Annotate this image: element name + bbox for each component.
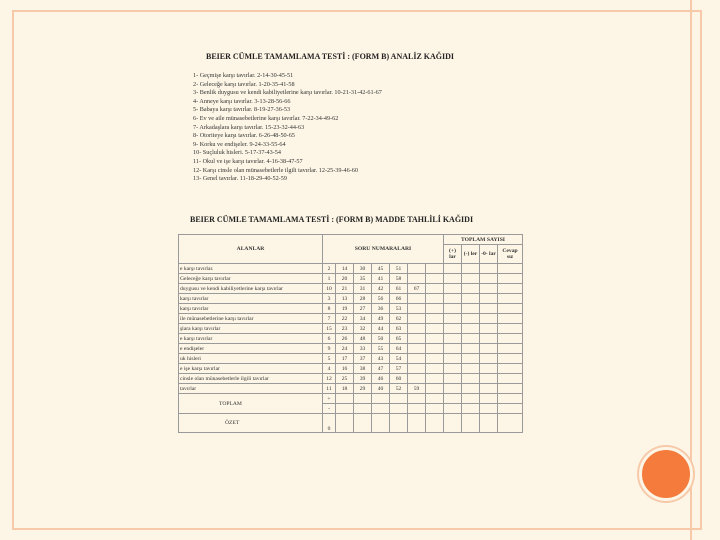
- empty-cell: [444, 354, 462, 364]
- empty-cell: [462, 364, 480, 374]
- empty-cell: [498, 384, 523, 394]
- empty-cell: [480, 304, 498, 314]
- table-row: [179, 354, 523, 364]
- minus-header: (-) ler: [462, 245, 480, 264]
- empty-cell: [498, 354, 523, 364]
- table-row: [179, 314, 523, 324]
- item-number-cell: 40: [372, 384, 390, 394]
- item-number-cell: [408, 354, 426, 364]
- empty-cell: [498, 274, 523, 284]
- empty-cell: [462, 304, 480, 314]
- area-cell: uk hisleri: [179, 354, 323, 364]
- total-label: TOPLAM: [179, 394, 323, 414]
- empty-cell: [426, 284, 444, 294]
- table-row: [179, 364, 523, 374]
- empty-cell: [426, 314, 444, 324]
- decorative-orange-dot: [639, 447, 693, 501]
- item-number-cell: 65: [390, 334, 408, 344]
- empty-cell: [480, 324, 498, 334]
- empty-cell: [498, 324, 523, 334]
- item-number-cell: 49: [372, 314, 390, 324]
- summary-label: ÖZET: [179, 414, 323, 433]
- empty-cell: [444, 264, 462, 274]
- item-number-cell: 23: [336, 324, 354, 334]
- area-cell: cinsle olan münasebetlerle ilgili tavırlar: [179, 374, 323, 384]
- total-row: [179, 394, 523, 404]
- list-item: 5- Babaya karşı tavırlar. 8-19-27-36-53: [193, 106, 291, 114]
- empty-cell: [462, 384, 480, 394]
- table-row: [179, 384, 523, 394]
- empty-cell: [462, 374, 480, 384]
- item-number-cell: 53: [390, 304, 408, 314]
- item-number-cell: 13: [336, 294, 354, 304]
- item-number-cell: 67: [408, 284, 426, 294]
- item-number-cell: 29: [354, 384, 372, 394]
- item-number-cell: 36: [372, 304, 390, 314]
- empty-cell: [498, 334, 523, 344]
- empty-cell: [480, 264, 498, 274]
- table-row: [179, 324, 523, 334]
- item-number-cell: 47: [372, 364, 390, 374]
- item-number-cell: 14: [336, 264, 354, 274]
- item-number-cell: 52: [390, 384, 408, 394]
- empty-cell: [444, 334, 462, 344]
- empty-cell: [498, 314, 523, 324]
- list-item: 12- Karşı cinsle olan münasebetlerle ilgili tavırlar. 12-25-39-46-60: [193, 166, 358, 174]
- area-cell: e işe karşı tavırlar: [179, 364, 323, 374]
- item-number-cell: 35: [354, 274, 372, 284]
- empty-cell: [462, 284, 480, 294]
- empty-cell: [480, 274, 498, 284]
- areas-header: ALANLAR: [179, 235, 323, 264]
- empty-cell: [480, 374, 498, 384]
- item-number-cell: 18: [336, 384, 354, 394]
- list-item: 2- Geleceğe karşı tavırlar. 1-20-35-41-58: [193, 80, 295, 88]
- item-number-cell: [408, 264, 426, 274]
- empty-cell: [498, 364, 523, 374]
- empty-cell: [444, 364, 462, 374]
- zero-header: -0- lar: [480, 245, 498, 264]
- item-number-cell: 9: [323, 344, 336, 354]
- empty-cell: [480, 334, 498, 344]
- item-number-cell: 5: [323, 354, 336, 364]
- list-item: 4- Anneye karşı tavırlar. 3-13-28-56-66: [193, 97, 291, 105]
- area-cell: e karşı tavırlar: [179, 334, 323, 344]
- empty-cell: [426, 324, 444, 334]
- item-number-cell: 63: [390, 324, 408, 334]
- list-item: 13- Genel tavırlar. 11-18-29-40-52-59: [193, 175, 287, 183]
- empty-cell: [426, 384, 444, 394]
- item-number-cell: 15: [323, 324, 336, 334]
- analysis-list: [193, 72, 382, 184]
- item-number-cell: [408, 314, 426, 324]
- empty-cell: [462, 294, 480, 304]
- item-number-cell: 58: [390, 274, 408, 284]
- list-item: 1- Geçmişe karşı tavırlar. 2-14-30-45-51: [193, 72, 294, 79]
- empty-cell: [480, 354, 498, 364]
- empty-cell: [462, 354, 480, 364]
- item-number-cell: 41: [372, 274, 390, 284]
- empty-cell: [426, 364, 444, 374]
- item-number-cell: 31: [354, 284, 372, 294]
- item-number-cell: 59: [408, 384, 426, 394]
- empty-cell: [480, 314, 498, 324]
- item-number-cell: 2: [323, 264, 336, 274]
- empty-cell: [480, 344, 498, 354]
- item-number-cell: 17: [336, 354, 354, 364]
- item-number-cell: 6: [323, 334, 336, 344]
- empty-cell: [462, 264, 480, 274]
- empty-cell: [462, 334, 480, 344]
- analysis-title: BEIER CÜMLE TAMAMLAMA TESTİ : (FORM B) ANALİZ KAĞIDI: [206, 52, 455, 61]
- empty-cell: [426, 304, 444, 314]
- list-item: 9- Korku ve endişeler. 9-24-33-55-64: [193, 140, 286, 148]
- total-plus-mark: +: [323, 394, 336, 404]
- item-number-cell: 57: [390, 364, 408, 374]
- item-number-cell: [408, 344, 426, 354]
- item-number-cell: 30: [354, 264, 372, 274]
- area-cell: şlara karşı tavırlar: [179, 324, 323, 334]
- empty-cell: [480, 284, 498, 294]
- empty-cell: [426, 334, 444, 344]
- item-number-cell: 28: [354, 294, 372, 304]
- item-analysis-table: [178, 234, 523, 433]
- empty-cell: [444, 294, 462, 304]
- item-number-cell: 62: [390, 314, 408, 324]
- item-number-cell: 55: [372, 344, 390, 354]
- item-number-cell: 66: [390, 294, 408, 304]
- empty-cell: [498, 284, 523, 294]
- area-cell: Geleceğe karşı tavırlar: [179, 274, 323, 284]
- item-number-cell: 56: [372, 294, 390, 304]
- table-row: [179, 264, 523, 274]
- item-number-cell: 42: [372, 284, 390, 294]
- item-number-cell: 4: [323, 364, 336, 374]
- empty-cell: [498, 344, 523, 354]
- item-number-cell: [408, 364, 426, 374]
- item-number-cell: 43: [372, 354, 390, 364]
- area-cell: ile münasebetlerine karşı tavırlar: [179, 314, 323, 324]
- table-row: [179, 294, 523, 304]
- item-number-cell: 54: [390, 354, 408, 364]
- item-number-cell: 37: [354, 354, 372, 364]
- area-cell: duygusu ve kendi kabiliyetlerine karşı tavırlar: [179, 284, 323, 294]
- list-item: 11- Okul ve işe karşı tavırlar. 4-16-38-47-57: [193, 157, 303, 165]
- item-number-cell: 20: [336, 274, 354, 284]
- area-cell: e karşı tavırlar.: [179, 264, 323, 274]
- item-number-cell: 7: [323, 314, 336, 324]
- empty-cell: [498, 264, 523, 274]
- area-cell: karşı tavırlar: [179, 304, 323, 314]
- empty-cell: [426, 264, 444, 274]
- list-item: 10- Suçluluk hisleri. 5-17-37-43-54: [193, 149, 281, 157]
- item-number-cell: 10: [323, 284, 336, 294]
- empty-cell: [426, 354, 444, 364]
- item-number-cell: 24: [336, 344, 354, 354]
- item-number-cell: 12: [323, 374, 336, 384]
- empty-cell: [426, 294, 444, 304]
- empty-cell: [498, 374, 523, 384]
- empty-cell: [444, 374, 462, 384]
- table-row: [179, 274, 523, 284]
- empty-cell: [462, 324, 480, 334]
- summary-mark: 0: [323, 414, 336, 433]
- item-number-cell: 34: [354, 314, 372, 324]
- plus-header: (+) lar: [444, 245, 462, 264]
- empty-cell: [444, 344, 462, 354]
- item-number-cell: 45: [372, 264, 390, 274]
- empty-cell: [444, 274, 462, 284]
- item-number-cell: [408, 274, 426, 284]
- area-cell: e endişeler: [179, 344, 323, 354]
- empty-cell: [444, 314, 462, 324]
- table-row: [179, 334, 523, 344]
- empty-cell: [426, 374, 444, 384]
- item-number-cell: [408, 374, 426, 384]
- item-number-cell: 19: [336, 304, 354, 314]
- list-item: 6- Ev ve aile münasebetlerine karşı tavırlar. 7-22-34-49-62: [193, 114, 339, 122]
- empty-cell: [444, 284, 462, 294]
- total-header: TOPLAM SAYISI: [444, 235, 523, 245]
- item-number-cell: 11: [323, 384, 336, 394]
- item-number-cell: [408, 304, 426, 314]
- area-cell: karşı tavırlar: [179, 294, 323, 304]
- empty-cell: [498, 294, 523, 304]
- list-item: 7- Arkadaşlara karşı tavırlar. 15-23-32-44-63: [193, 123, 305, 131]
- list-item: 8- Otoriteye karşı tavırlar. 6-26-48-50-65: [193, 132, 295, 140]
- item-number-cell: 48: [354, 334, 372, 344]
- item-numbers-header: SORU NUMARALARI: [323, 235, 444, 264]
- table-header-row: [179, 235, 523, 245]
- item-number-cell: 16: [336, 364, 354, 374]
- empty-cell: [444, 324, 462, 334]
- empty-cell: [426, 344, 444, 354]
- item-number-cell: 8: [323, 304, 336, 314]
- empty-cell: [480, 294, 498, 304]
- item-number-cell: 39: [354, 374, 372, 384]
- summary-row: [179, 414, 523, 433]
- item-number-cell: 22: [336, 314, 354, 324]
- item-number-cell: 27: [354, 304, 372, 314]
- item-number-cell: 25: [336, 374, 354, 384]
- item-number-cell: 50: [372, 334, 390, 344]
- answer-header: Cevap sız: [498, 245, 523, 264]
- list-item: 3- Benlik duygusu ve kendi kabiliyetlerine karşı tavırlar. 10-21-31-42-61-67: [193, 89, 382, 97]
- table-row: [179, 304, 523, 314]
- item-number-cell: 64: [390, 344, 408, 354]
- item-number-cell: 60: [390, 374, 408, 384]
- item-number-cell: [408, 324, 426, 334]
- item-number-cell: 51: [390, 264, 408, 274]
- empty-cell: [480, 384, 498, 394]
- item-number-cell: 46: [372, 374, 390, 384]
- empty-cell: [426, 274, 444, 284]
- empty-cell: [480, 364, 498, 374]
- item-number-cell: 1: [323, 274, 336, 284]
- item-number-cell: 61: [390, 284, 408, 294]
- item-number-cell: 21: [336, 284, 354, 294]
- item-number-cell: [408, 294, 426, 304]
- empty-cell: [498, 304, 523, 314]
- item-number-cell: 3: [323, 294, 336, 304]
- item-number-cell: [408, 334, 426, 344]
- item-number-cell: 44: [372, 324, 390, 334]
- empty-cell: [444, 304, 462, 314]
- empty-cell: [444, 384, 462, 394]
- empty-cell: [462, 274, 480, 284]
- table-title: BEIER CÜMLE TAMAMLAMA TESTİ : (FORM B) MADDE TAHLİLİ KAĞIDI: [190, 215, 474, 224]
- area-cell: tavırlar: [179, 384, 323, 394]
- table-row: [179, 284, 523, 294]
- table-row: [179, 344, 523, 354]
- item-number-cell: 33: [354, 344, 372, 354]
- empty-cell: [462, 314, 480, 324]
- slide-border-line: [690, 0, 692, 540]
- table-row: [179, 374, 523, 384]
- total-minus-mark: -: [323, 404, 336, 414]
- item-number-cell: 32: [354, 324, 372, 334]
- empty-cell: [462, 344, 480, 354]
- item-number-cell: 26: [336, 334, 354, 344]
- item-number-cell: 38: [354, 364, 372, 374]
